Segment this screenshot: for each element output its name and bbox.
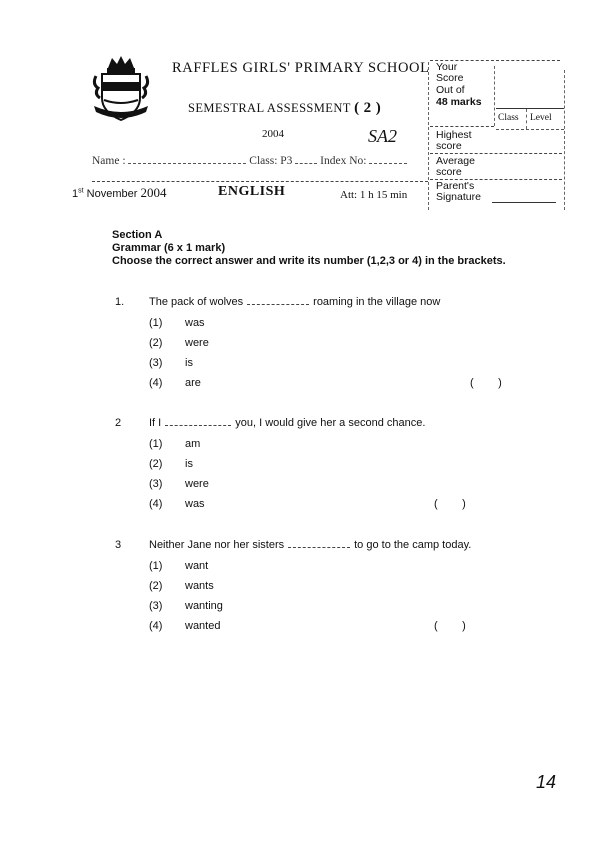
header-divider	[92, 181, 428, 182]
score-box-mid-border	[494, 66, 495, 126]
exam-date	[72, 185, 166, 201]
class-level-table	[496, 108, 564, 130]
question-stem-after: roaming in the village now	[313, 296, 441, 308]
answer-option	[149, 357, 193, 369]
option-text: are	[185, 377, 201, 389]
answer-option	[149, 620, 220, 632]
exam-duration: Att: 1 h 15 min	[340, 189, 408, 201]
class-column-label: Class	[498, 113, 519, 123]
option-label: (1)	[149, 560, 163, 572]
option-text: wants	[185, 580, 214, 592]
option-text: were	[185, 337, 209, 349]
question-stem-before: The pack of wolves	[149, 296, 244, 308]
section-title: Section A	[112, 229, 163, 241]
student-details-line	[92, 155, 407, 167]
page-mark-handwritten: 14	[536, 772, 557, 792]
option-label: (1)	[149, 317, 163, 329]
assessment-number: ( 2 )	[354, 100, 382, 116]
answer-option	[149, 377, 201, 389]
name-label: Name :	[92, 155, 126, 167]
answer-option	[149, 498, 205, 510]
question-stem-before: Neither Jane nor her sisters	[149, 539, 285, 551]
level-column-label: Level	[530, 113, 552, 123]
option-label: (1)	[149, 438, 163, 450]
answer-blank	[288, 547, 350, 548]
index-field[interactable]	[369, 163, 407, 164]
option-label: (3)	[149, 357, 163, 369]
question-number: 2	[115, 417, 122, 429]
answer-bracket[interactable]: ( )	[434, 498, 466, 510]
exam-year: 2004	[262, 128, 284, 140]
assessment-title-text: SEMESTRAL ASSESSMENT	[188, 101, 351, 115]
option-text: is	[185, 458, 193, 470]
average-score-label: Average score	[436, 155, 475, 178]
option-text: is	[185, 357, 193, 369]
total-marks-label: 48 marks	[436, 96, 482, 108]
answer-option	[149, 458, 193, 470]
name-field[interactable]	[128, 163, 246, 164]
answer-option	[149, 317, 205, 329]
question-number: 3	[115, 539, 122, 551]
school-name: RAFFLES GIRLS' PRIMARY SCHOOL	[172, 60, 430, 76]
date-month: November	[86, 188, 138, 200]
date-suffix: st	[78, 187, 84, 195]
option-label: (4)	[149, 498, 163, 510]
score-box	[428, 60, 568, 210]
date-year: 2004	[140, 185, 167, 200]
option-label: (4)	[149, 377, 163, 389]
question-number: 1.	[115, 296, 125, 308]
score-box-row-divider-2	[430, 153, 562, 154]
class-label: Class: P3	[249, 155, 293, 167]
score-box-row-divider-1	[430, 126, 494, 127]
out-of-label: Out of	[436, 84, 465, 96]
answer-option	[149, 478, 209, 490]
class-field[interactable]	[295, 163, 317, 164]
assessment-title	[188, 100, 381, 117]
answer-blank	[165, 425, 231, 426]
option-label: (2)	[149, 337, 163, 349]
highest-score-label: Highest score	[436, 129, 472, 152]
option-text: was	[185, 317, 205, 329]
option-text: am	[185, 438, 201, 450]
school-crest-logo	[90, 54, 152, 126]
score-box-left-border	[428, 62, 429, 210]
section-header	[112, 229, 506, 268]
index-label: Index No:	[320, 155, 367, 167]
answer-option	[149, 438, 200, 450]
question-stem-before: If I	[149, 417, 162, 429]
option-text: wanting	[185, 600, 223, 612]
answer-bracket[interactable]: ( )	[434, 620, 466, 632]
parent-signature-label: Parent's Signature	[436, 180, 481, 203]
answer-option	[149, 580, 214, 592]
date-day: 1	[72, 188, 79, 200]
answer-bracket[interactable]: ( )	[470, 377, 502, 389]
score-box-right-border	[564, 70, 565, 210]
question-stem-after: to go to the camp today.	[354, 539, 472, 551]
question-stem-after: you, I would give her a second chance.	[235, 417, 426, 429]
answer-option	[149, 600, 223, 612]
option-label: (2)	[149, 580, 163, 592]
class-level-divider	[526, 109, 527, 129]
question-stem	[149, 539, 471, 551]
option-label: (2)	[149, 458, 163, 470]
answer-blank	[247, 304, 309, 305]
question-stem	[149, 296, 440, 308]
question-stem	[149, 417, 425, 429]
section-subtitle: Grammar (6 x 1 mark)	[112, 242, 226, 254]
answer-option	[149, 560, 208, 572]
handwritten-exam-code: SA2	[368, 126, 397, 146]
section-instruction: Choose the correct answer and write its number (1,2,3 or 4) in the brackets.	[112, 255, 506, 267]
option-text: were	[185, 478, 209, 490]
your-score-label: Your Score	[436, 61, 464, 84]
answer-option	[149, 337, 209, 349]
parent-signature-field[interactable]	[492, 202, 556, 203]
option-text: was	[185, 498, 205, 510]
option-label: (3)	[149, 600, 163, 612]
option-label: (3)	[149, 478, 163, 490]
option-text: wanted	[185, 620, 221, 632]
option-text: want	[185, 560, 209, 572]
option-label: (4)	[149, 620, 163, 632]
subject-title: ENGLISH	[218, 184, 286, 199]
